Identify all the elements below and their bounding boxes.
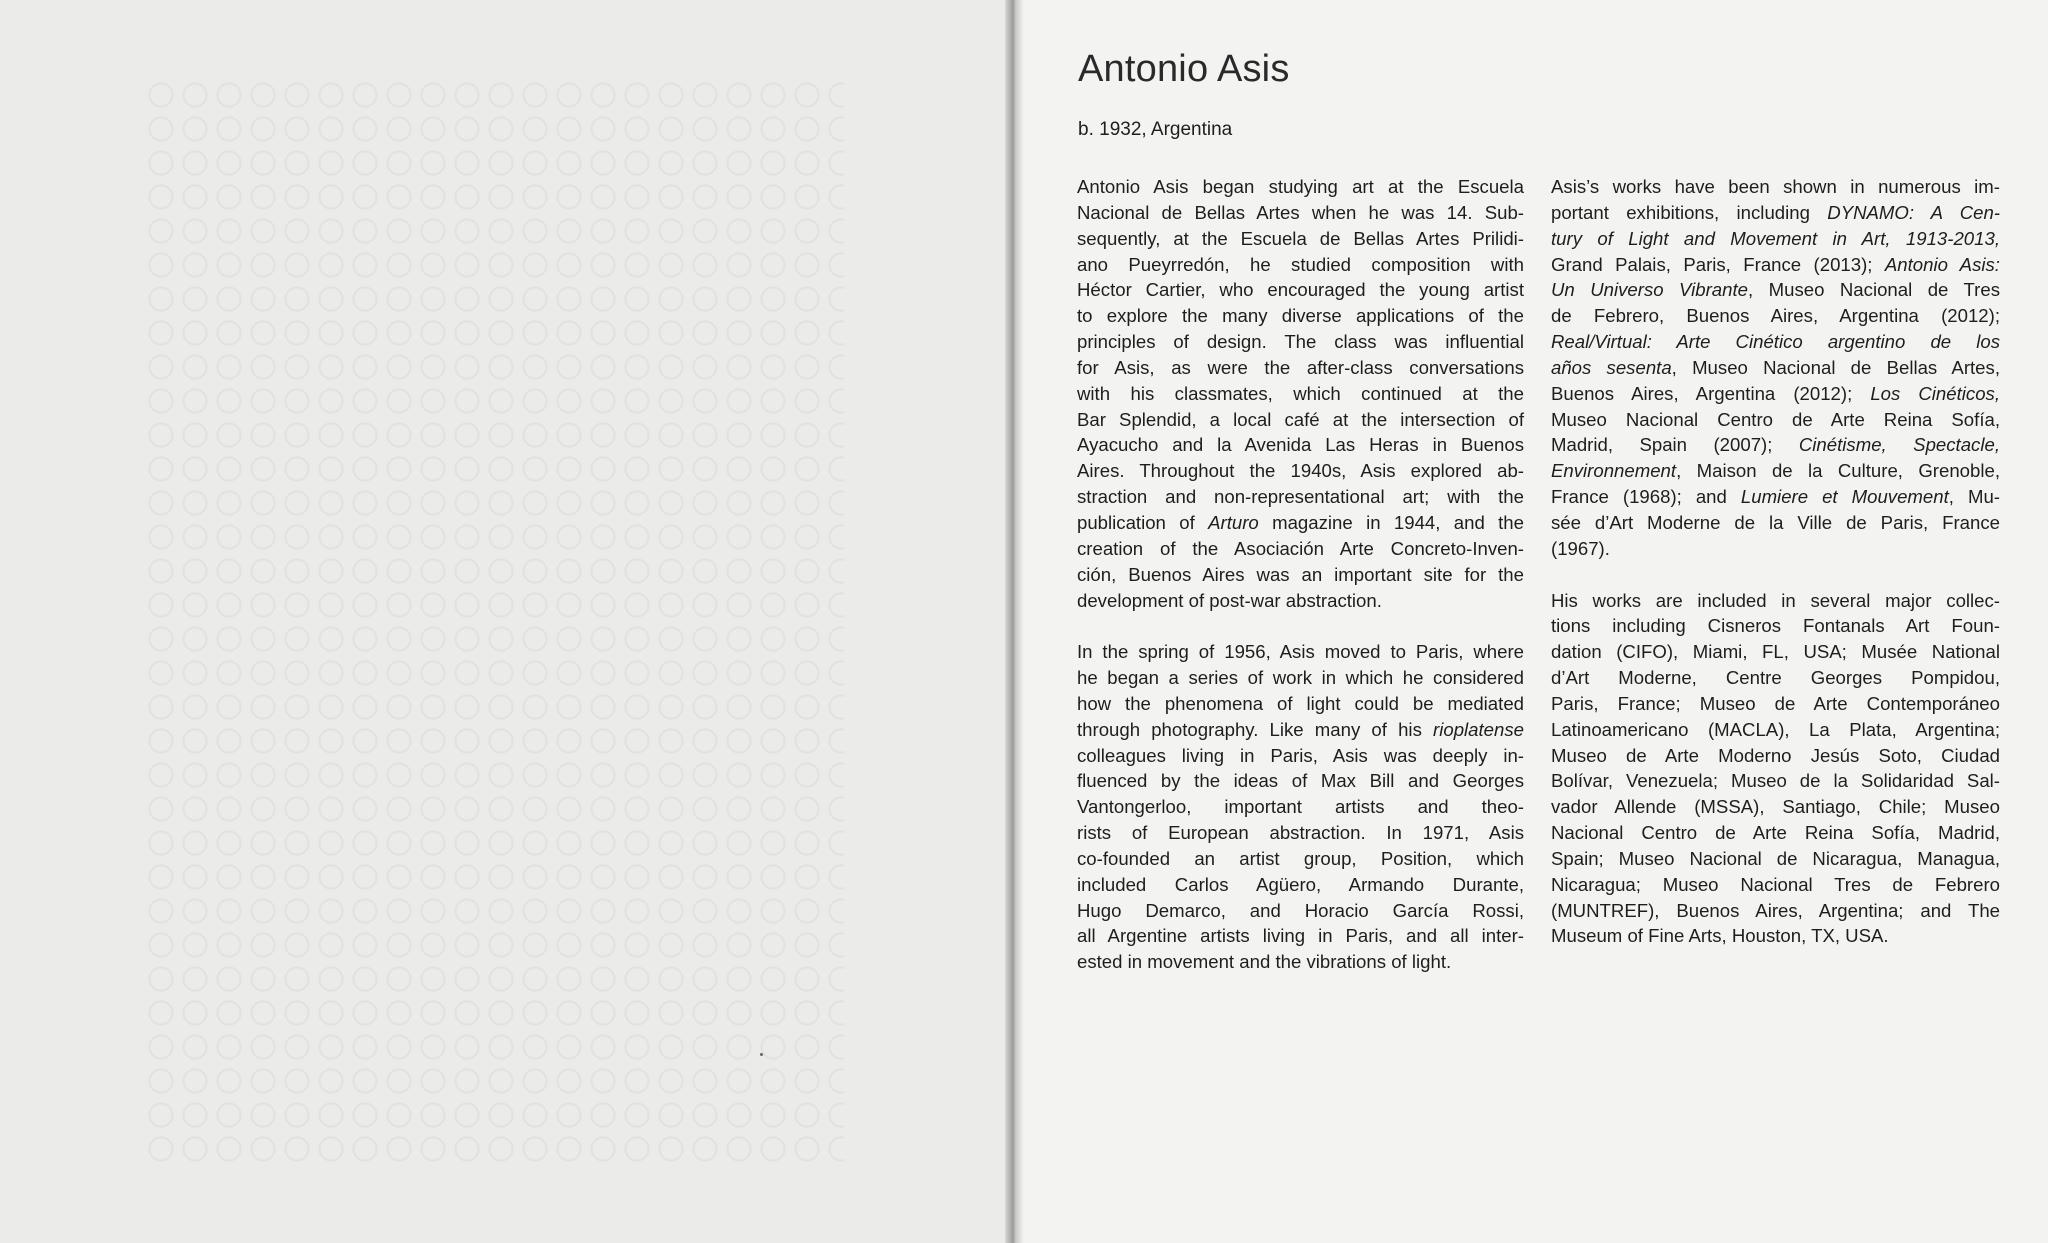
body-text: , Maison de la Culture, Grenoble, (1676, 460, 2000, 482)
text-line (1551, 639, 2000, 665)
body-text: to explore the many diverse applications of the (1077, 305, 1524, 327)
body-text: Vantongerloo, important artists and theo- (1077, 796, 1524, 818)
text-line (1551, 226, 2000, 252)
text-line (1077, 743, 1524, 769)
italic-title-text: DYNAMO: A Cen- (1827, 201, 2000, 223)
text-line (1551, 536, 2000, 562)
text-line (1077, 536, 1524, 562)
body-text: included Carlos Agüero, Armando Durante, (1077, 873, 1524, 895)
paragraph (1077, 174, 1524, 613)
body-text: (MUNTREF), Buenos Aires, Argentina; and The (1551, 899, 2000, 921)
text-line (1551, 613, 2000, 639)
text-line (1077, 794, 1524, 820)
body-text: principles of design. The class was influential (1077, 331, 1524, 353)
body-text: vador Allende (MSSA), Santiago, Chile; Museo (1551, 796, 2000, 818)
text-line (1551, 329, 2000, 355)
text-line (1077, 820, 1524, 846)
body-text: dation (CIFO), Miami, FL, USA; Musée National (1551, 641, 2000, 663)
text-line (1551, 898, 2000, 924)
text-column-left (1077, 174, 1524, 1001)
text-line (1551, 174, 2000, 200)
body-text: he began a series of work in which he considered (1077, 667, 1524, 689)
body-text: ested in movement and the vibrations of light. (1077, 951, 1452, 973)
text-line (1551, 407, 2000, 433)
body-text: sée d’Art Moderne de la Ville de Paris, France (1551, 511, 2000, 533)
speck (760, 1053, 763, 1056)
body-text: development of post-war abstraction. (1077, 589, 1382, 611)
body-text: de Febrero, Buenos Aires, Argentina (2012); (1551, 305, 2000, 327)
text-line (1551, 872, 2000, 898)
text-line (1551, 252, 2000, 278)
text-line (1077, 846, 1524, 872)
text-line (1077, 329, 1524, 355)
text-line (1077, 252, 1524, 278)
book-spine (1005, 0, 1023, 1243)
left-page (0, 0, 1010, 1243)
body-text: all Argentine artists living in Paris, and all inter- (1077, 925, 1524, 947)
italic-title-text: Real/Virtual: Arte Cinético argentino de los (1551, 331, 2000, 353)
text-line (1551, 458, 2000, 484)
italic-title-text: Un Universo Vibrante (1551, 279, 1748, 301)
body-text: how the phenomena of light could be mediated (1077, 692, 1524, 714)
body-text: Héctor Cartier, who encouraged the young artist (1077, 279, 1524, 301)
body-text: Spain; Museo Nacional de Nicaragua, Managua, (1551, 847, 2000, 869)
page-title: Antonio Asis (1078, 48, 1290, 90)
body-text: magazine in 1944, and the (1258, 511, 1524, 533)
body-text: Hugo Demarco, and Horacio García Rossi, (1077, 899, 1524, 921)
paragraph (1551, 588, 2000, 950)
text-line (1551, 846, 2000, 872)
text-line (1551, 303, 2000, 329)
body-text: sequently, at the Escuela de Bellas Artes Prilidi- (1077, 227, 1524, 249)
body-text: , Museo Nacional de Bellas Artes, (1671, 356, 2000, 378)
text-column-right (1551, 174, 2000, 975)
text-line (1077, 407, 1524, 433)
paragraph (1077, 639, 1524, 975)
text-line (1551, 381, 2000, 407)
italic-title-text: tury of Light and Movement in Art, 1913-2013, (1551, 227, 2000, 249)
text-line (1551, 588, 2000, 614)
body-text: Antonio Asis began studying art at the Escuela (1077, 176, 1524, 197)
body-text: In the spring of 1956, Asis moved to Paris, where (1077, 641, 1524, 663)
body-text: Bolívar, Venezuela; Museo de la Solidaridad Sal- (1551, 770, 2000, 792)
body-text: Aires. Throughout the 1940s, Asis explored ab- (1077, 460, 1524, 482)
italic-title-text: Los Cinéticos, (1870, 382, 2000, 404)
text-line (1077, 588, 1524, 614)
body-text: Museo de Arte Moderno Jesús Soto, Ciudad (1551, 744, 2000, 766)
body-text: France (1968); and (1551, 486, 1741, 508)
text-line (1077, 949, 1524, 975)
body-text: Latinoamericano (MACLA), La Plata, Argentina; (1551, 718, 2000, 740)
text-line (1077, 174, 1524, 200)
text-line (1077, 303, 1524, 329)
body-text: publication of (1077, 511, 1209, 533)
body-text: , Mu- (1948, 486, 2000, 508)
paragraph (1551, 174, 2000, 562)
body-text: with his classmates, which continued at the (1077, 382, 1524, 404)
body-text: ano Pueyrredón, he studied composition with (1077, 253, 1524, 275)
italic-title-text: Environnement (1551, 460, 1677, 482)
body-text: Museo Nacional Centro de Arte Reina Sofía, (1551, 408, 2000, 430)
text-line (1077, 639, 1524, 665)
body-text: d’Art Moderne, Centre Georges Pompidou, (1551, 667, 2000, 689)
text-line (1551, 355, 2000, 381)
body-text: Grand Palais, Paris, France (2013); (1551, 253, 1885, 275)
body-text: ción, Buenos Aires was an important site for the (1077, 563, 1524, 585)
text-line (1077, 562, 1524, 588)
text-line (1077, 200, 1524, 226)
text-line (1077, 458, 1524, 484)
body-text: co-founded an artist group, Position, which (1077, 847, 1524, 869)
text-line (1551, 432, 2000, 458)
body-text: Madrid, Spain (2007); (1551, 434, 1799, 456)
body-text: Buenos Aires, Argentina (2012); (1551, 382, 1871, 404)
text-line (1551, 923, 2000, 949)
text-line (1551, 484, 2000, 510)
body-text: Nacional Centro de Arte Reina Sofía, Madrid, (1551, 822, 2000, 844)
body-text: fluenced by the ideas of Max Bill and Georges (1077, 770, 1524, 792)
body-text: tions including Cisneros Fontanals Art Foun- (1551, 615, 2000, 637)
body-text: Nacional de Bellas Artes when he was 14. Sub- (1077, 201, 1524, 223)
italic-title-text: Cinétisme, Spectacle, (1798, 434, 2000, 456)
italic-title-text: rioplatense (1433, 718, 1524, 740)
text-line (1077, 484, 1524, 510)
text-line (1077, 432, 1524, 458)
text-line (1077, 872, 1524, 898)
text-line (1551, 820, 2000, 846)
birth-info: b. 1932, Argentina (1078, 119, 1233, 140)
body-text: through photography. Like many of his (1077, 718, 1434, 740)
text-line (1551, 768, 2000, 794)
text-line (1077, 768, 1524, 794)
text-line (1077, 381, 1524, 407)
body-text: (1967). (1551, 537, 1610, 559)
italic-title-text: años sesenta (1551, 356, 1672, 378)
body-text: Museum of Fine Arts, Houston, TX, USA. (1551, 925, 1889, 947)
italic-title-text: Lumiere et Mouvement (1740, 486, 1949, 508)
text-line (1551, 277, 2000, 303)
text-line (1077, 355, 1524, 381)
text-line (1551, 510, 2000, 536)
text-line (1077, 923, 1524, 949)
text-line (1077, 691, 1524, 717)
body-text: for Asis, as were the after-class conversations (1077, 356, 1524, 378)
body-text: Asis’s works have been shown in numerous im- (1551, 176, 2000, 197)
italic-title-text: Arturo (1208, 511, 1259, 533)
body-text: Nicaragua; Museo Nacional Tres de Febrero (1551, 873, 2000, 895)
text-line (1551, 743, 2000, 769)
body-text: portant exhibitions, including (1551, 201, 1828, 223)
body-text: Ayacucho and la Avenida Las Heras in Buenos (1077, 434, 1524, 456)
text-line (1551, 200, 2000, 226)
text-line (1551, 717, 2000, 743)
text-line (1551, 665, 2000, 691)
text-line (1551, 691, 2000, 717)
body-text: Paris, France; Museo de Arte Contemporáneo (1551, 692, 2000, 714)
body-text: Bar Splendid, a local café at the intersection of (1077, 408, 1524, 430)
text-line (1077, 717, 1524, 743)
body-text: creation of the Asociación Arte Concreto-Inven- (1077, 537, 1524, 559)
text-line (1077, 898, 1524, 924)
body-text: , Museo Nacional de Tres (1747, 279, 2000, 301)
body-text: His works are included in several major collec- (1551, 589, 2000, 611)
italic-title-text: Antonio Asis: (1884, 253, 2000, 275)
body-text: rists of European abstraction. In 1971, Asis (1077, 822, 1524, 844)
text-line (1077, 226, 1524, 252)
faint-circle-pattern (144, 78, 844, 1163)
text-line (1077, 665, 1524, 691)
text-line (1077, 277, 1524, 303)
body-text: straction and non-representational art; with the (1077, 486, 1524, 508)
body-text: colleagues living in Paris, Asis was deeply in- (1077, 744, 1524, 766)
text-line (1077, 510, 1524, 536)
text-line (1551, 794, 2000, 820)
